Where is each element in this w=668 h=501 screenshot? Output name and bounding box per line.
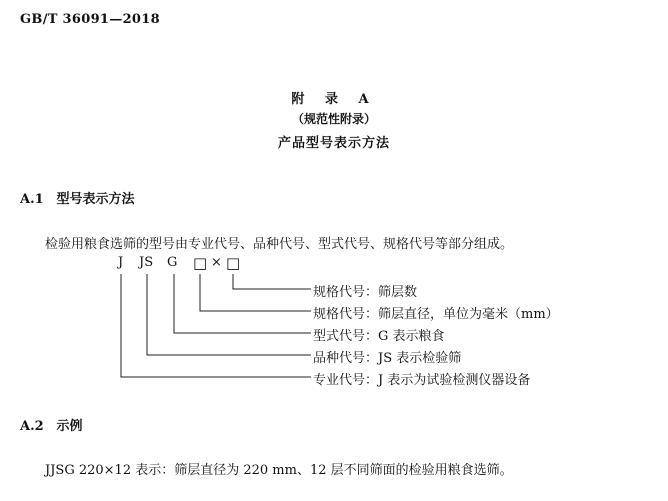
connector-type <box>174 274 311 333</box>
label-professional: 专业代号：J 表示为试验检测仪器设备 <box>313 373 531 388</box>
code-box-diameter: □ <box>193 254 208 272</box>
code-part-g: G <box>167 255 178 270</box>
label-diameter: 规格代号：筛层直径，单位为毫米（mm） <box>313 307 559 322</box>
code-times-sign: × <box>211 255 222 270</box>
label-layers: 规格代号：筛层数 <box>313 285 418 300</box>
section-a2-title: 示例 <box>56 419 83 434</box>
section-a2-heading <box>20 415 83 434</box>
section-a1-title: 型号表示方法 <box>56 192 135 207</box>
section-a2-example: JJSG 220×12 表示：筛层直径为 220 mm、12 层不同筛面的检验用粮食选筛。 <box>45 463 513 478</box>
section-a1-number: A.1 <box>20 192 44 207</box>
standard-code: GB/T 36091—2018 <box>20 12 160 27</box>
connector-layers <box>233 274 311 289</box>
section-a2-number: A.2 <box>20 419 44 434</box>
code-part-j: J <box>118 255 124 270</box>
label-variety: 品种代号：JS 表示检验筛 <box>313 351 462 366</box>
section-a1-intro: 检验用粮食选筛的型号由专业代号、品种代号、型式代号、规格代号等部分组成。 <box>45 237 514 252</box>
appendix-title: 附 录 A <box>291 92 377 107</box>
code-box-layers: □ <box>226 254 241 272</box>
connector-diameter <box>200 274 311 311</box>
appendix-nature: （规范性附录） <box>291 112 376 126</box>
appendix-heading: 产品型号表示方法 <box>277 136 390 151</box>
connector-variety <box>147 274 311 355</box>
label-type: 型式代号：G 表示粮食 <box>313 329 445 344</box>
code-part-js: JS <box>139 255 154 270</box>
